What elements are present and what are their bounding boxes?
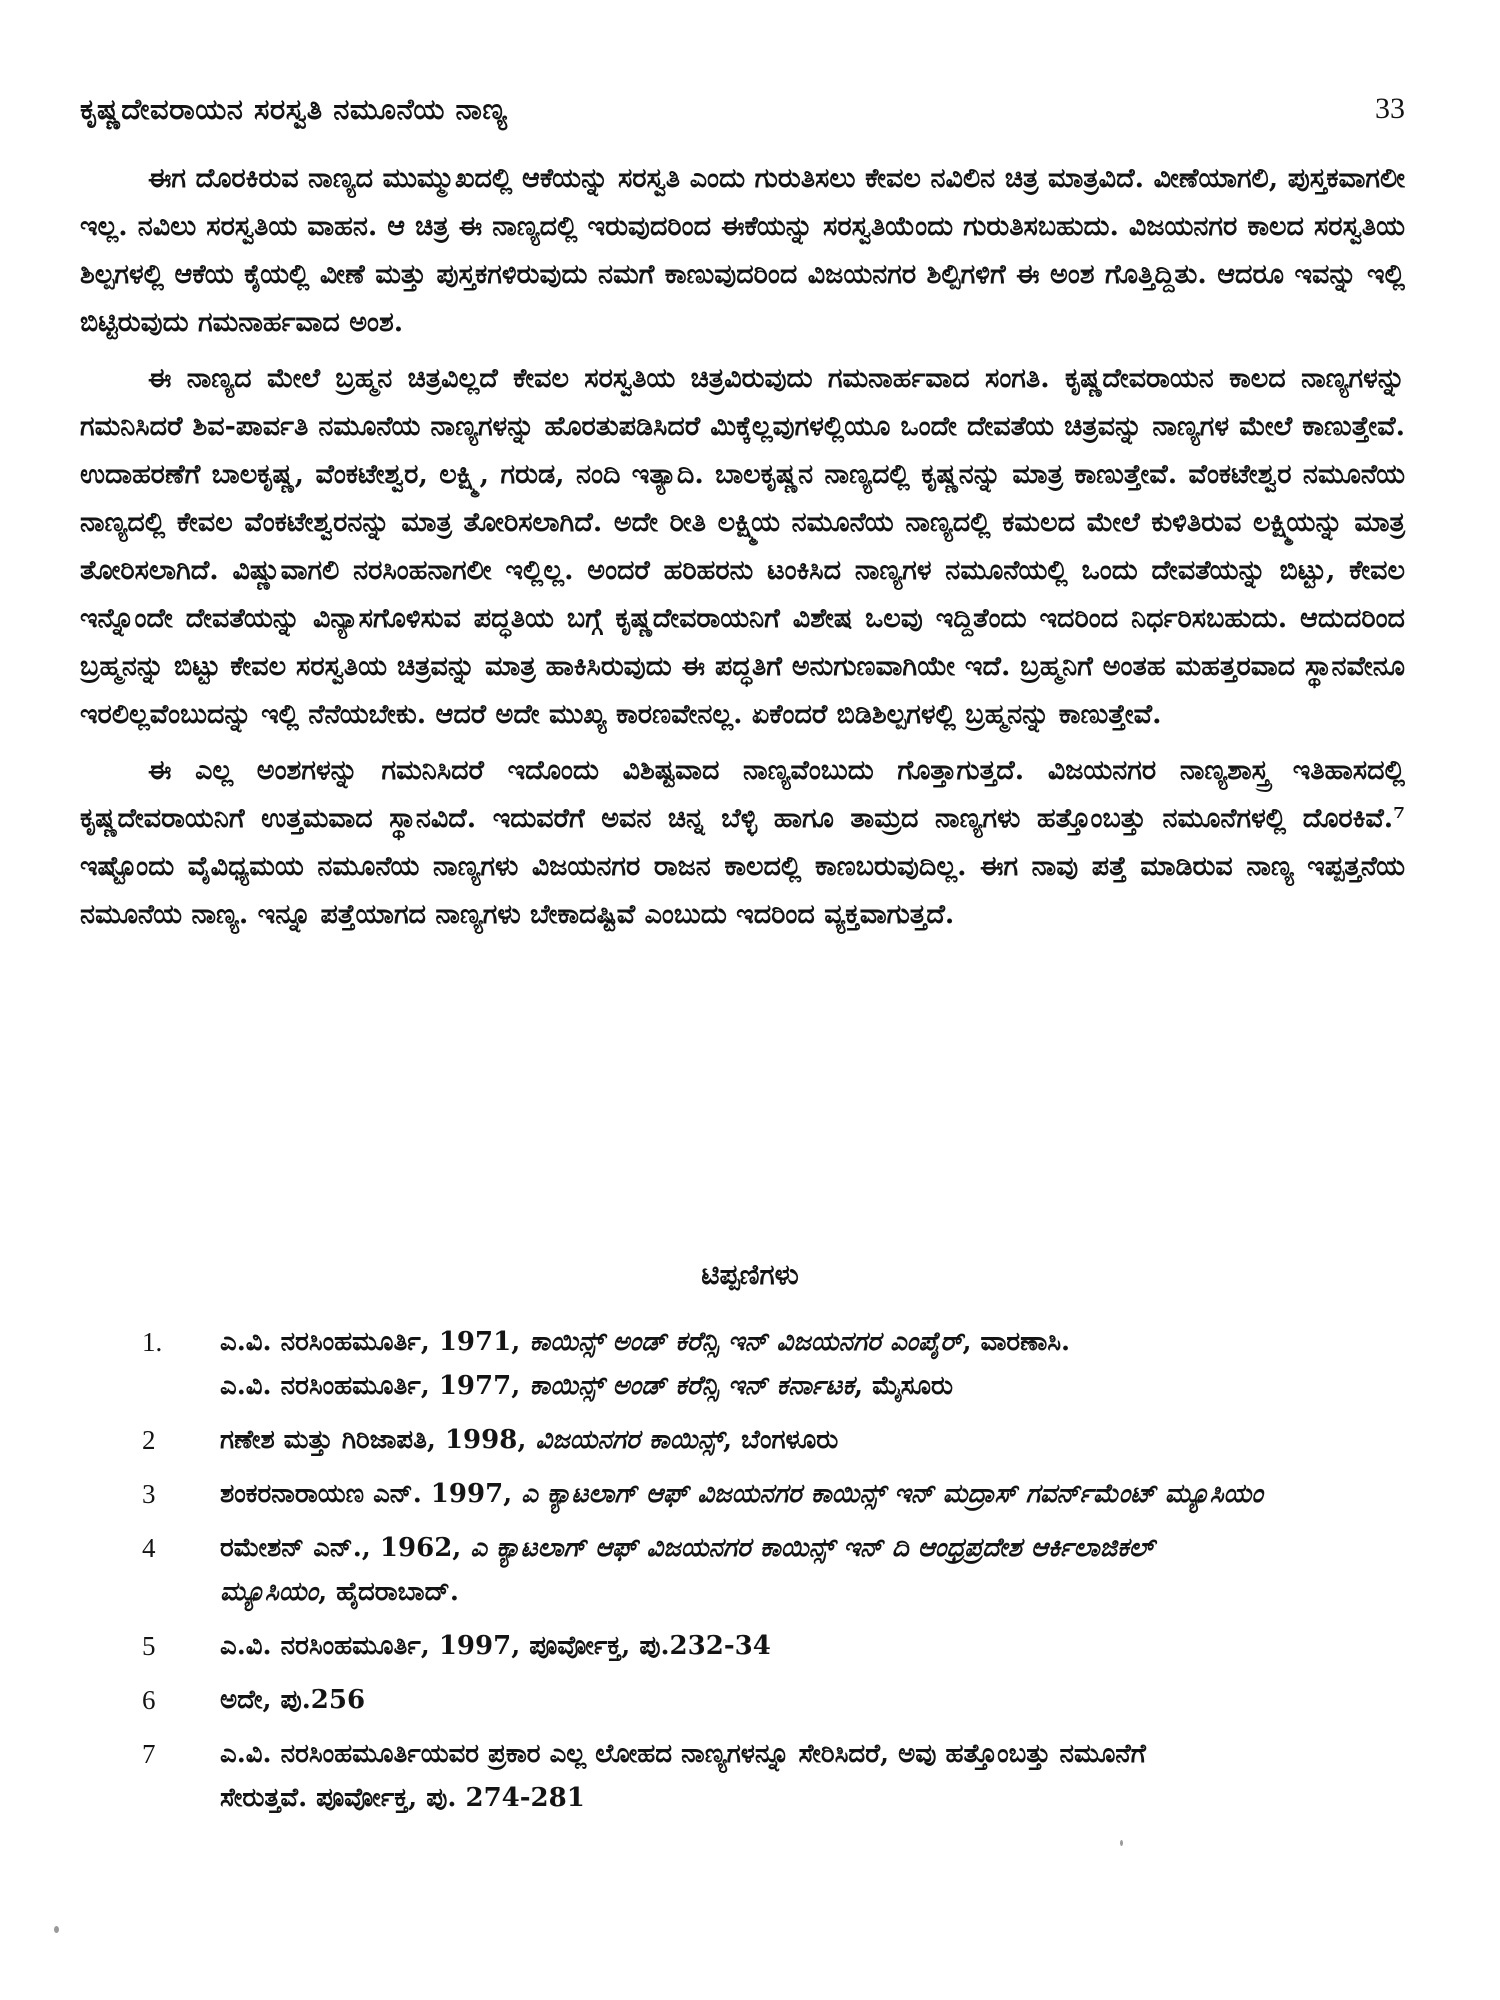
note-text: ಗಣೇಶ ಮತ್ತು ಗಿರಿಜಾಪತಿ, 1998, (220, 1425, 536, 1455)
note-text: ಸೇರುತ್ತವೆ. ಪೂರ್ವೋಕ್ತ, ಪು. 274-281 (220, 1783, 585, 1813)
note-title: ವಿಜಯನಗರ ಕಾಯಿನ್ಸ್ (535, 1425, 724, 1455)
note-text: , ವಾರಣಾಸಿ. (962, 1327, 1071, 1357)
note-text: ರಮೇಶನ್ ಎನ್., 1962, (220, 1533, 471, 1563)
note-line (220, 1418, 1407, 1462)
note-title: ಎ ಕ್ಯಾಟಲಾಗ್ ಆಫ್ ವಿಜಯನಗರ ಕಾಯಿನ್ಸ್ ಇನ್ ಮದ್ರಾಸ್ ಗವರ್ನ್‌ಮೆಂಟ್ ಮ್ಯೂಸಿಯಂ (521, 1479, 1263, 1509)
note-line (220, 1472, 1407, 1516)
note-line (220, 1526, 1407, 1570)
note-number: 1. (142, 1327, 163, 1357)
note-line (220, 1570, 1407, 1614)
note-item (132, 1472, 1407, 1516)
note-text: , ಬೆಂಗಳೂರು (723, 1425, 839, 1455)
note-title: ಕಾಯಿನ್ಸ್ ಅಂಡ್ ಕರೆನ್ಸಿ ಇನ್ ಕರ್ನಾಟಕ (529, 1371, 855, 1401)
note-item (132, 1678, 1407, 1722)
note-item (132, 1320, 1407, 1408)
note-line (220, 1732, 1407, 1776)
running-header (80, 92, 1405, 132)
note-title: ಎ ಕ್ಯಾಟಲಾಗ್ ಆಫ್ ವಿಜಯನಗರ ಕಾಯಿನ್ಸ್ ಇನ್ ದಿ ಆಂಧ್ರಪ್ರದೇಶ ಆರ್ಕಿಲಾಜಿಕಲ್ (470, 1533, 1155, 1563)
paragraph: ಈ ಎಲ್ಲ ಅಂಶಗಳನ್ನು ಗಮನಿಸಿದರೆ ಇದೊಂದು ವಿಶಿಷ್ಟವಾದ ನಾಣ್ಯವೆಂಬುದು ಗೊತ್ತಾಗುತ್ತದೆ. ವಿಜಯನಗರ ನಾಣ್ಯಶಾಸ್ತ್ರ ಇತಿಹಾಸದಲ್ಲಿ ಕೃಷ್ಣದೇವರಾಯನಿಗೆ ಉತ್ತಮವಾದ ಸ್ಥಾನವಿದೆ. ಇದುವರೆಗೆ ಅವನ ಚಿನ್ನ ಬೆಳ್ಳಿ ಹಾಗೂ ತಾಮ್ರದ ನಾಣ್ಯಗಳು ಹತ್ತೊಂಬತ್ತು ನಮೂನೆಗಳಲ್ಲಿ ದೊರಕಿವೆ.⁷ ಇಷ್ಟೊಂದು ವೈವಿಧ್ಯಮಯ ನಮೂನೆಯ ನಾಣ್ಯಗಳು ವಿಜಯನಗರ ರಾಜನ ಕಾಲದಲ್ಲಿ ಕಾಣಬರುವುದಿಲ್ಲ. ಈಗ ನಾವು ಪತ್ತೆ ಮಾಡಿರುವ ನಾಣ್ಯ ಇಪ್ಪತ್ತನೆಯ ನಮೂನೆಯ ನಾಣ್ಯ. ಇನ್ನೂ ಪತ್ತೆಯಾಗದ ನಾಣ್ಯಗಳು ಬೇಕಾದಷ್ಟಿವೆ ಎಂಬುದು ಇದರಿಂದ ವ್ಯಕ್ತವಾಗುತ್ತದೆ. (80, 755, 1405, 930)
scan-speck (54, 1926, 59, 1933)
note-title: ಮ್ಯೂಸಿಯಂ (220, 1577, 319, 1607)
note-text: ಎ.ವಿ. ನರಸಿಂಹಮೂರ್ತಿಯವರ ಪ್ರಕಾರ ಎಲ್ಲ ಲೋಹದ ನಾಣ್ಯಗಳನ್ನೂ ಸೇರಿಸಿದರೆ, ಅವು ಹತ್ತೊಂಬತ್ತು ನಮೂನೆಗೆ (220, 1739, 1146, 1769)
note-line (220, 1364, 1407, 1408)
note-number: 5 (142, 1631, 156, 1661)
note-line (220, 1624, 1407, 1668)
running-title: ಕೃಷ್ಣದೇವರಾಯನ ಸರಸ್ವತಿ ನಮೂನೆಯ ನಾಣ್ಯ (80, 92, 508, 126)
note-item (132, 1624, 1407, 1668)
note-number: 3 (142, 1479, 156, 1509)
note-item (132, 1526, 1407, 1614)
note-item (132, 1418, 1407, 1462)
scan-speck (1120, 1840, 1123, 1846)
body-text (80, 155, 1405, 947)
note-item (132, 1732, 1407, 1820)
note-text: , ಹೈದರಾಬಾದ್. (318, 1577, 459, 1607)
note-number: 2 (142, 1425, 156, 1455)
note-number: 6 (142, 1685, 156, 1715)
note-line (220, 1678, 1407, 1722)
note-text: ಅದೇ, ಪು.256 (220, 1685, 366, 1715)
note-number: 7 (142, 1739, 156, 1769)
notes-heading: ಟಿಪ್ಪಣಿಗಳು (701, 1258, 799, 1291)
note-title: ಕಾಯಿನ್ಸ್ ಅಂಡ್ ಕರೆನ್ಸಿ ಇನ್ ವಿಜಯನಗರ ಎಂಪೈರ್ (529, 1327, 963, 1357)
note-text: ಎ.ವಿ. ನರಸಿಂಹಮೂರ್ತಿ, 1997, ಪೂರ್ವೋಕ್ತ, ಪು.232-34 (220, 1631, 771, 1661)
note-text: ಎ.ವಿ. ನರಸಿಂಹಮೂರ್ತಿ, 1977, (220, 1371, 530, 1401)
paragraph: ಈ ನಾಣ್ಯದ ಮೇಲೆ ಬ್ರಹ್ಮನ ಚಿತ್ರವಿಲ್ಲದೆ ಕೇವಲ ಸರಸ್ವತಿಯ ಚಿತ್ರವಿರುವುದು ಗಮನಾರ್ಹವಾದ ಸಂಗತಿ. ಕೃಷ್ಣದೇವರಾಯನ ಕಾಲದ ನಾಣ್ಯಗಳನ್ನು ಗಮನಿಸಿದರೆ ಶಿವ-ಪಾರ್ವತಿ ನಮೂನೆಯ ನಾಣ್ಯಗಳನ್ನು ಹೊರತುಪಡಿಸಿದರೆ ಮಿಕ್ಕೆಲ್ಲವುಗಳಲ್ಲಿಯೂ ಒಂದೇ ದೇವತೆಯ ಚಿತ್ರವನ್ನು ನಾಣ್ಯಗಳ ಮೇಲೆ ಕಾಣುತ್ತೇವೆ. ಉದಾಹರಣೆಗೆ ಬಾಲಕೃಷ್ಣ, ವೆಂಕಟೇಶ್ವರ, ಲಕ್ಷ್ಮಿ, ಗರುಡ, ನಂದಿ ಇತ್ಯಾದಿ. ಬಾಲಕೃಷ್ಣನ ನಾಣ್ಯದಲ್ಲಿ ಕೃಷ್ಣನನ್ನು ಮಾತ್ರ ಕಾಣುತ್ತೇವೆ. ವೆಂಕಟೇಶ್ವರ ನಮೂನೆಯ ನಾಣ್ಯದಲ್ಲಿ ಕೇವಲ ವೆಂಕಟೇಶ್ವರನನ್ನು ಮಾತ್ರ ತೋರಿಸಲಾಗಿದೆ. ಅದೇ ರೀತಿ ಲಕ್ಷ್ಮಿಯ ನಮೂನೆಯ ನಾಣ್ಯದಲ್ಲಿ ಕಮಲದ ಮೇಲೆ ಕುಳಿತಿರುವ ಲಕ್ಷ್ಮಿಯನ್ನು ಮಾತ್ರ ತೋರಿಸಲಾಗಿದೆ. ವಿಷ್ಣುವಾಗಲಿ ನರಸಿಂಹನಾಗಲೀ ಇಲ್ಲಿಲ್ಲ. ಅಂದರೆ ಹರಿಹರನು ಟಂಕಿಸಿದ ನಾಣ್ಯಗಳ ನಮೂನೆಯಲ್ಲಿ ಒಂದು ದೇವತೆಯನ್ನು ಬಿಟ್ಟು, ಕೇವಲ ಇನ್ನೊಂದೇ ದೇವತೆಯನ್ನು ವಿನ್ಯಾಸಗೊಳಿಸುವ ಪದ್ಧತಿಯ ಬಗ್ಗೆ ಕೃಷ್ಣದೇವರಾಯನಿಗೆ ವಿಶೇಷ ಒಲವು ಇದ್ದಿತೆಂದು ಇದರಿಂದ ನಿರ್ಧರಿಸಬಹುದು. ಆದುದರಿಂದ ಬ್ರಹ್ಮನನ್ನು ಬಿಟ್ಟು ಕೇವಲ ಸರಸ್ವತಿಯ ಚಿತ್ರವನ್ನು ಮಾತ್ರ ಹಾಕಿಸಿರುವುದು ಈ ಪದ್ಧತಿಗೆ ಅನುಗುಣವಾಗಿಯೇ ಇದೆ. ಬ್ರಹ್ಮನಿಗೆ ಅಂತಹ ಮಹತ್ತರವಾದ ಸ್ಥಾನವೇನೂ ಇರಲಿಲ್ಲವೆಂಬುದನ್ನು ಇಲ್ಲಿ ನೆನೆಯಬೇಕು. ಆದರೆ ಅದೇ ಮುಖ್ಯ ಕಾರಣವೇನಲ್ಲ. ಏಕೆಂದರೆ ಬಿಡಿಶಿಲ್ಪಗಳಲ್ಲಿ ಬ್ರಹ್ಮನನ್ನು ಕಾಣುತ್ತೇವೆ. (80, 363, 1405, 730)
note-line (220, 1776, 1407, 1820)
note-text: , ಮೈಸೂರು (854, 1371, 954, 1401)
note-line (220, 1320, 1407, 1364)
note-text: ಎ.ವಿ. ನರಸಿಂಹಮೂರ್ತಿ, 1971, (220, 1327, 530, 1357)
page-number: 33 (1375, 92, 1405, 125)
note-number: 4 (142, 1533, 156, 1563)
notes-list (132, 1320, 1407, 1830)
paragraph: ಈಗ ದೊರಕಿರುವ ನಾಣ್ಯದ ಮುಮ್ಮುಖದಲ್ಲಿ ಆಕೆಯನ್ನು ಸರಸ್ವತಿ ಎಂದು ಗುರುತಿಸಲು ಕೇವಲ ನವಿಲಿನ ಚಿತ್ರ ಮಾತ್ರವಿದೆ. ವೀಣೆಯಾಗಲಿ, ಪುಸ್ತಕವಾಗಲೀ ಇಲ್ಲ. ನವಿಲು ಸರಸ್ವತಿಯ ವಾಹನ. ಆ ಚಿತ್ರ ಈ ನಾಣ್ಯದಲ್ಲಿ ಇರುವುದರಿಂದ ಈಕೆಯನ್ನು ಸರಸ್ವತಿಯೆಂದು ಗುರುತಿಸಬಹುದು. ವಿಜಯನಗರ ಕಾಲದ ಸರಸ್ವತಿಯ ಶಿಲ್ಪಗಳಲ್ಲಿ ಆಕೆಯ ಕೈಯಲ್ಲಿ ವೀಣೆ ಮತ್ತು ಪುಸ್ತಕಗಳಿರುವುದು ನಮಗೆ ಕಾಣುವುದರಿಂದ ವಿಜಯನಗರ ಶಿಲ್ಪಿಗಳಿಗೆ ಈ ಅಂಶ ಗೊತ್ತಿದ್ದಿತು. ಆದರೂ ಇವನ್ನು ಇಲ್ಲಿ ಬಿಟ್ಟಿರುವುದು ಗಮನಾರ್ಹವಾದ ಅಂಶ. (80, 163, 1405, 338)
note-text: ಶಂಕರನಾರಾಯಣ ಎನ್. 1997, (220, 1479, 522, 1509)
